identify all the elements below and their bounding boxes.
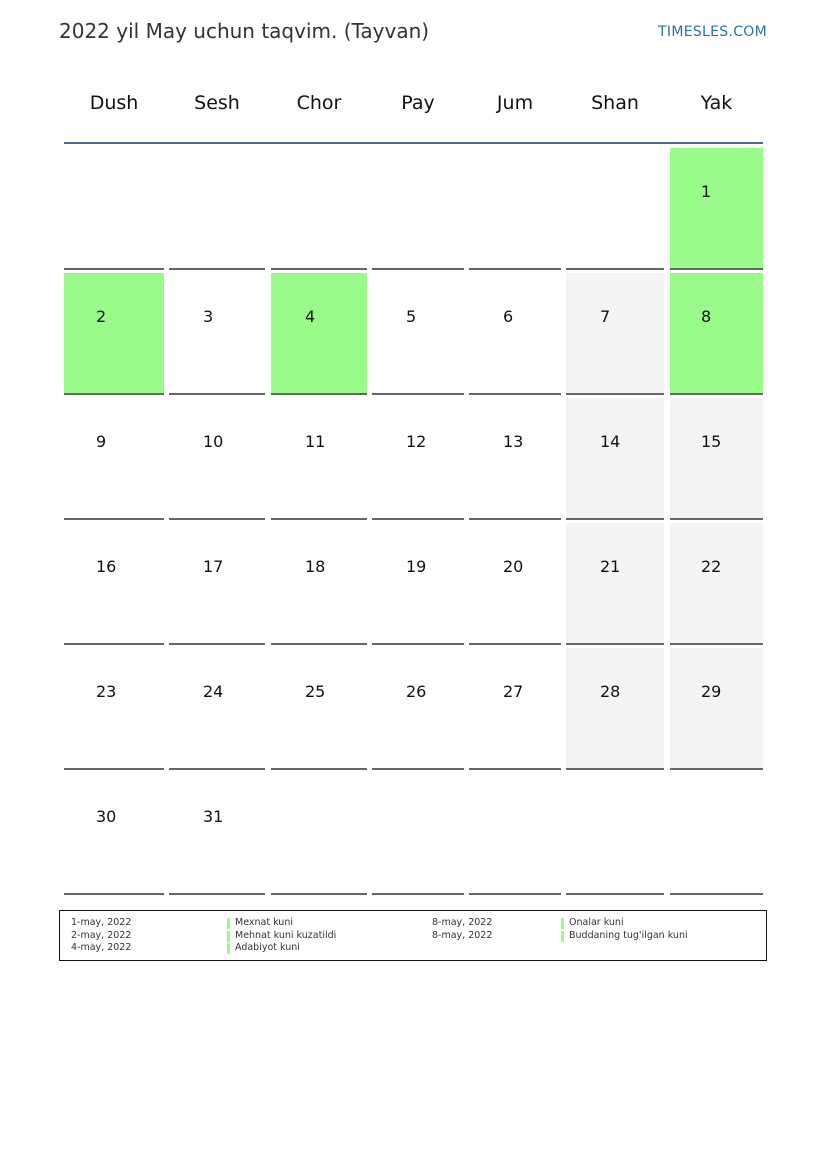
day-number: 6	[503, 307, 514, 326]
weekday-label: Jum	[496, 92, 534, 114]
day-cell	[169, 398, 265, 520]
day-number: 15	[701, 432, 722, 451]
holiday-date: 4-may, 2022	[71, 942, 132, 953]
day-number: 3	[203, 307, 214, 326]
day-cell	[372, 523, 464, 645]
day-cell	[271, 648, 367, 770]
site-link[interactable]: TIMESLES.COM	[658, 24, 767, 40]
day-cell	[670, 273, 763, 395]
page-title: 2022 yil May uchun taqvim. (Tayvan)	[59, 19, 430, 43]
day-cell	[169, 523, 265, 645]
day-cell	[64, 773, 164, 895]
day-cell	[271, 273, 367, 395]
holiday-name: Onalar kuni	[569, 917, 624, 928]
day-number: 12	[406, 432, 427, 451]
holiday-date: 2-may, 2022	[71, 929, 132, 941]
day-number: 26	[406, 682, 427, 701]
weekday-label: Shan	[591, 92, 639, 114]
weekday-label: Dush	[89, 92, 139, 114]
empty-day-cell	[169, 148, 265, 270]
day-number: 24	[203, 682, 224, 701]
day-number: 13	[503, 432, 524, 451]
holiday-color-marker	[561, 931, 564, 942]
day-number: 2	[96, 307, 107, 326]
empty-day-cell	[271, 773, 367, 895]
holiday-color-marker	[227, 943, 230, 954]
day-cell	[372, 273, 464, 395]
day-cell	[670, 398, 763, 520]
day-number: 31	[203, 807, 224, 826]
day-number: 4	[305, 307, 316, 326]
header-divider	[64, 142, 763, 144]
day-number: 30	[96, 807, 117, 826]
day-number: 10	[203, 432, 224, 451]
day-cell	[469, 648, 561, 770]
day-number: 14	[600, 432, 621, 451]
holiday-legend	[59, 910, 767, 961]
day-number: 1	[701, 182, 712, 201]
day-cell	[469, 273, 561, 395]
day-cell	[566, 398, 664, 520]
day-number: 27	[503, 682, 524, 701]
day-cell	[469, 398, 561, 520]
day-number: 8	[701, 307, 712, 326]
holiday-name: Adabiyot kuni	[235, 942, 300, 953]
day-cell	[271, 398, 367, 520]
empty-day-cell	[64, 148, 164, 270]
day-number: 17	[203, 557, 224, 576]
day-number: 22	[701, 557, 722, 576]
day-cell	[169, 773, 265, 895]
holiday-name: Mehnat kuni kuzatildi	[235, 929, 337, 941]
empty-day-cell	[566, 773, 664, 895]
day-cell	[566, 648, 664, 770]
day-number: 7	[600, 307, 611, 326]
holiday-name: Mexnat kuni	[235, 917, 293, 928]
day-cell	[271, 523, 367, 645]
empty-day-cell	[372, 773, 464, 895]
holiday-name: Buddaning tug'ilgan kuni	[569, 929, 688, 941]
day-cell	[372, 648, 464, 770]
day-number: 29	[701, 682, 722, 701]
empty-day-cell	[566, 148, 664, 270]
empty-day-cell	[469, 148, 561, 270]
holiday-color-marker	[227, 918, 230, 929]
day-cell	[64, 398, 164, 520]
day-number: 11	[305, 432, 326, 451]
day-cell	[469, 523, 561, 645]
holiday-color-marker	[227, 931, 230, 942]
holiday-date: 1-may, 2022	[71, 917, 132, 928]
day-number: 28	[600, 682, 621, 701]
day-number: 23	[96, 682, 117, 701]
holiday-date: 8-may, 2022	[432, 929, 493, 941]
weekday-label: Yak	[700, 92, 733, 114]
day-number: 5	[406, 307, 417, 326]
empty-day-cell	[271, 148, 367, 270]
weekday-label: Chor	[296, 92, 342, 114]
day-number: 9	[96, 432, 107, 451]
empty-day-cell	[372, 148, 464, 270]
holiday-color-marker	[561, 918, 564, 929]
day-cell	[64, 273, 164, 395]
day-cell	[670, 148, 763, 270]
day-cell	[566, 523, 664, 645]
day-cell	[670, 523, 763, 645]
weekday-label: Pay	[401, 92, 435, 114]
empty-day-cell	[469, 773, 561, 895]
day-number: 19	[406, 557, 427, 576]
day-number: 25	[305, 682, 326, 701]
day-number: 20	[503, 557, 524, 576]
day-cell	[670, 648, 763, 770]
day-cell	[566, 273, 664, 395]
day-cell	[169, 273, 265, 395]
day-cell	[169, 648, 265, 770]
empty-day-cell	[670, 773, 763, 895]
holiday-date: 8-may, 2022	[432, 917, 493, 928]
day-number: 21	[600, 557, 621, 576]
day-number: 16	[96, 557, 117, 576]
day-cell	[64, 648, 164, 770]
day-cell	[372, 398, 464, 520]
weekday-label: Sesh	[194, 92, 240, 114]
day-cell	[64, 523, 164, 645]
day-number: 18	[305, 557, 326, 576]
